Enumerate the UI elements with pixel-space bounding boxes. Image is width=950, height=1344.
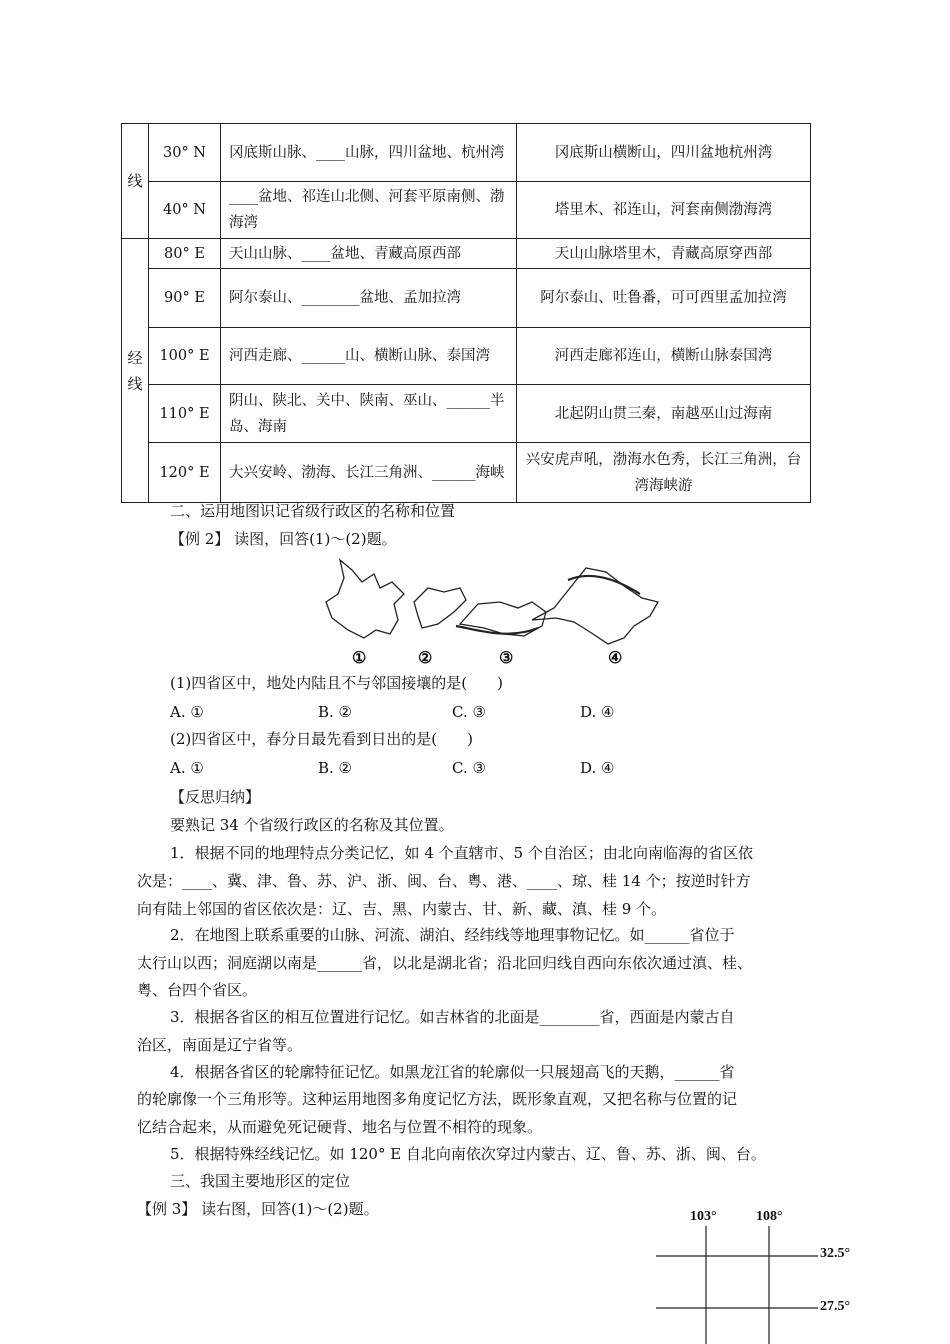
reflect-line: 太行山以西；洞庭湖以南是______省，以北是湖北省；沿北回归线自西向东依次通过滇、桂、 — [137, 954, 753, 972]
feature-cell: 阴山、陕北、关中、陕南、巫山、______半岛、海南 — [221, 385, 517, 443]
provinces-outline-figure — [318, 558, 668, 648]
q2-option-c: C. ③ — [452, 759, 486, 777]
province-outline-1 — [326, 560, 404, 638]
degree-cell: 80° E — [149, 239, 221, 269]
degree-cell: 120° E — [149, 443, 221, 503]
degree-cell: 110° E — [149, 385, 221, 443]
province-outline-4 — [532, 568, 658, 644]
map-label-1: ① — [352, 648, 367, 667]
feature-cell: 天山山脉、____盆地、青藏高原西部 — [221, 239, 517, 269]
mnemonic-cell: 兴安虎声吼，渤海水色秀，长江三角洲，台湾海峡游 — [517, 443, 811, 503]
latitude-longitude-table — [121, 123, 811, 503]
feature-cell: 大兴安岭、渤海、长江三角洲、______海峡 — [221, 443, 517, 503]
q2-option-a: A. ① — [170, 759, 204, 777]
reflect-line: 1．根据不同的地理特点分类记忆，如 4 个直辖市、5 个自治区；由北向南临海的省区依 — [170, 844, 753, 862]
grid-label-108: 108° — [756, 1209, 783, 1224]
q1-option-c: C. ③ — [452, 703, 486, 721]
mnemonic-cell: 阿尔泰山、吐鲁番，可可西里孟加拉湾 — [517, 269, 811, 328]
category-latitude: 线 — [122, 124, 149, 239]
q1-option-a: A. ① — [170, 703, 204, 721]
feature-cell: 冈底斯山脉、____山脉，四川盆地、杭州湾 — [221, 124, 517, 182]
reflect-line: 要熟记 34 个省级行政区的名称及其位置。 — [170, 816, 454, 834]
map-label-3: ③ — [499, 648, 514, 667]
reflect-line: 2．在地图上联系重要的山脉、河流、湖泊、经纬线等地理事物记忆。如______省位于 — [170, 926, 735, 944]
q1-option-b: B. ② — [318, 703, 353, 721]
degree-cell: 30° N — [149, 124, 221, 182]
mnemonic-cell: 塔里木、祁连山，河套南侧渤海湾 — [517, 182, 811, 239]
question-1: (1)四省区中，地处内陆且不与邻国接壤的是( ) — [170, 674, 503, 692]
mnemonic-cell: 河西走廊祁连山，横断山脉泰国湾 — [517, 328, 811, 385]
reflect-line: 的轮廓像一个三角形等。这种运用地图多角度记忆方法，既形象直观，又把名称与位置的记 — [137, 1090, 738, 1108]
reflect-line: 向有陆上邻国的省区依次是：辽、吉、黑、内蒙古、甘、新、藏、滇、桂 9 个。 — [137, 900, 667, 918]
category-longitude: 经 线 — [122, 239, 149, 503]
question-2: (2)四省区中，春分日最先看到日出的是( ) — [170, 730, 473, 748]
province-outline-2 — [414, 588, 466, 628]
reflect-line: 次是：____、冀、津、鲁、苏、沪、浙、闽、台、粤、港、____、琼、桂 14 个；按逆时针方 — [137, 872, 751, 890]
q2-option-b: B. ② — [318, 759, 353, 777]
mnemonic-cell: 北起阴山贯三秦，南越巫山过海南 — [517, 385, 811, 443]
map-label-4: ④ — [608, 648, 623, 667]
degree-cell: 90° E — [149, 269, 221, 328]
reflect-line: 粤、台四个省区。 — [137, 981, 258, 999]
q2-option-d: D. ④ — [580, 759, 615, 777]
degree-cell: 40° N — [149, 182, 221, 239]
map-label-2: ② — [418, 648, 433, 667]
reflect-line: 5．根据特殊经线记忆。如 120° E 自北向南依次穿过内蒙古、辽、鲁、苏、浙、闽、台。 — [170, 1145, 766, 1163]
example2-heading: 【例 2】 读图，回答(1)～(2)题。 — [170, 530, 397, 548]
reflect-line: 3．根据各省区的相互位置进行记忆。如吉林省的北面是________省，西面是内蒙古自 — [170, 1008, 735, 1026]
example3-heading: 【例 3】 读右图，回答(1)～(2)题。 — [137, 1200, 379, 1218]
mnemonic-cell: 冈底斯山横断山，四川盆地杭州湾 — [517, 124, 811, 182]
reflect-line: 忆结合起来，从而避免死记硬背、地名与位置不相符的现象。 — [137, 1118, 543, 1136]
reflect-line: 治区，南面是辽宁省等。 — [137, 1036, 303, 1054]
feature-cell: 河西走廊、______山、横断山脉、泰国湾 — [221, 328, 517, 385]
lat-lon-grid-figure — [652, 1226, 822, 1344]
feature-cell: 阿尔泰山、________盆地、孟加拉湾 — [221, 269, 517, 328]
degree-cell: 100° E — [149, 328, 221, 385]
reflect-title: 【反思归纳】 — [170, 788, 261, 806]
grid-label-27-5: 27.5° — [820, 1299, 851, 1314]
section2-title: 二、运用地图识记省级行政区的名称和位置 — [170, 502, 456, 520]
feature-cell: ____盆地、祁连山北侧、河套平原南侧、渤海湾 — [221, 182, 517, 239]
q1-option-d: D. ④ — [580, 703, 615, 721]
mnemonic-cell: 天山山脉塔里木，青藏高原穿西部 — [517, 239, 811, 269]
reflect-line: 4．根据各省区的轮廓特征记忆。如黑龙江省的轮廓似一只展翅高飞的天鹅，______省 — [170, 1063, 735, 1081]
grid-label-32-5: 32.5° — [820, 1246, 851, 1261]
grid-label-103: 103° — [690, 1209, 717, 1224]
section3-title: 三、我国主要地形区的定位 — [170, 1172, 351, 1190]
